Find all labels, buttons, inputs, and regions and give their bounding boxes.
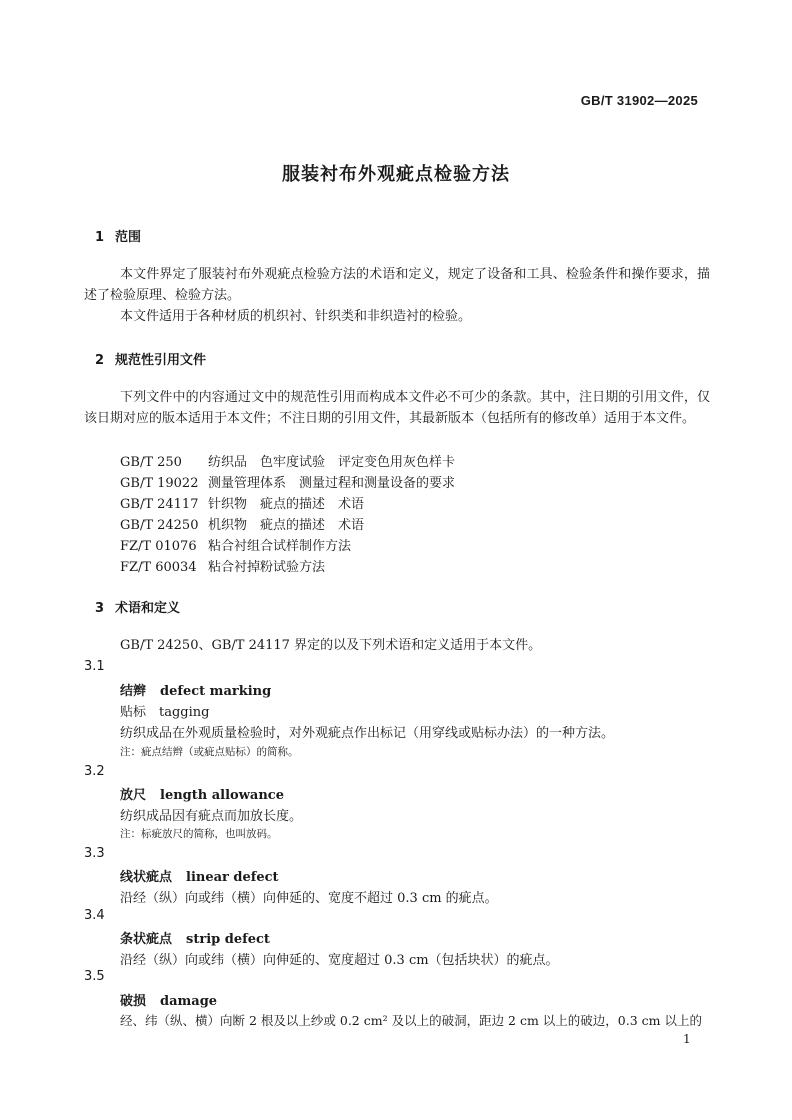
reference-item <box>120 556 325 575</box>
clause-number: 3.4 <box>84 908 105 923</box>
paragraph: 本文件适用于各种材质的机织衬、针织类和非织造衬的检验。 <box>120 309 472 324</box>
paragraph: 本文件界定了服装衬布外观疵点检验方法的术语和定义，规定了设备和工具、检验条件和操作要求，描述了检验原理、检验方法。 <box>84 267 710 303</box>
term-english: defect marking <box>160 684 272 699</box>
reference-item <box>120 451 455 470</box>
section-title: 术语和定义 <box>115 601 181 616</box>
page-number: 1 <box>683 1032 691 1046</box>
document-title: 服装衬布外观疵点检验方法 <box>282 164 510 185</box>
section-title: 范围 <box>115 230 142 245</box>
standard-code: GB/T 31902—2025 <box>580 93 698 108</box>
reference-title: 机织物 疵点的描述 术语 <box>208 518 365 533</box>
term-entry <box>120 680 271 699</box>
section-heading-terms-definitions <box>95 597 180 616</box>
reference-item <box>120 493 364 512</box>
reference-code: GB/T 250 <box>120 455 182 470</box>
clause-number: 3.3 <box>84 846 105 861</box>
term-chinese: 线状疵点 <box>120 870 173 885</box>
clause-number: 3.5 <box>84 969 105 984</box>
reference-code: GB/T 24250 <box>120 518 199 533</box>
paragraph: 下列文件中的内容通过文中的规范性引用而构成本文件必不可少的条款。其中，注日期的引用文件，仅该日期对应的版本适用于本文件；不注日期的引用文件，其最新版本（包括所有的修改单）适用于本文件。 <box>84 390 710 426</box>
reference-code: GB/T 19022 <box>120 476 199 491</box>
reference-item <box>120 535 351 554</box>
term-chinese: 破损 <box>120 994 147 1009</box>
clause-number: 3.2 <box>84 764 105 779</box>
term-chinese: 放尺 <box>120 788 147 803</box>
term-chinese: 结辫 <box>120 684 147 699</box>
term-english: damage <box>160 994 218 1009</box>
reference-title: 测量管理体系 测量过程和测量设备的要求 <box>208 476 456 491</box>
term-entry <box>120 928 270 947</box>
term-definition: 沿经（纵）向或纬（横）向伸延的、宽度不超过 0.3 cm 的疵点。 <box>120 891 498 906</box>
paragraph: GB/T 24250、GB/T 24117 界定的以及下列术语和定义适用于本文件。 <box>120 638 542 653</box>
term-note: 注：疵点结辫（或疵点贴标）的简称。 <box>120 746 299 758</box>
section-number: 1 <box>95 230 105 245</box>
term-definition: 经、纬（纵、横）向断 2 根及以上纱或 0.2 cm² 及以上的破洞，距边 2 cm 以上的破边，0.3 cm 以上的 <box>120 1013 702 1028</box>
term-english: linear defect <box>186 870 279 885</box>
term-chinese: 条状疵点 <box>120 932 173 947</box>
term-english: strip defect <box>186 932 270 947</box>
section-number: 2 <box>95 353 105 368</box>
reference-title: 粘合衬组合试样制作方法 <box>208 539 352 554</box>
clause-number: 3.1 <box>84 659 105 674</box>
reference-item <box>120 472 455 491</box>
reference-code: GB/T 24117 <box>120 497 199 512</box>
reference-title: 纺织品 色牢度试验 评定变色用灰色样卡 <box>208 455 456 470</box>
reference-title: 针织物 疵点的描述 术语 <box>208 497 365 512</box>
section-heading-normative-references <box>95 349 206 368</box>
section-number: 3 <box>95 601 105 616</box>
section-title: 规范性引用文件 <box>115 353 207 368</box>
term-note: 注：标疵放尺的简称，也叫放码。 <box>120 828 278 840</box>
term-english: length allowance <box>160 788 284 803</box>
term-entry <box>120 990 217 1009</box>
reference-code: FZ/T 60034 <box>120 560 197 575</box>
reference-title: 粘合衬掉粉试验方法 <box>208 560 326 575</box>
term-synonym: 贴标 tagging <box>120 705 210 720</box>
reference-code: FZ/T 01076 <box>120 539 197 554</box>
section-heading-scope <box>95 226 141 245</box>
term-entry <box>120 784 284 803</box>
reference-item <box>120 514 364 533</box>
term-definition: 沿经（纵）向或纬（横）向伸延的、宽度超过 0.3 cm（包括块状）的疵点。 <box>120 953 559 968</box>
term-entry <box>120 866 279 885</box>
term-definition: 纺织成品在外观质量检验时，对外观疵点作出标记（用穿线或贴标办法）的一种方法。 <box>120 726 615 741</box>
term-definition: 纺织成品因有疵点而加放长度。 <box>120 809 303 824</box>
